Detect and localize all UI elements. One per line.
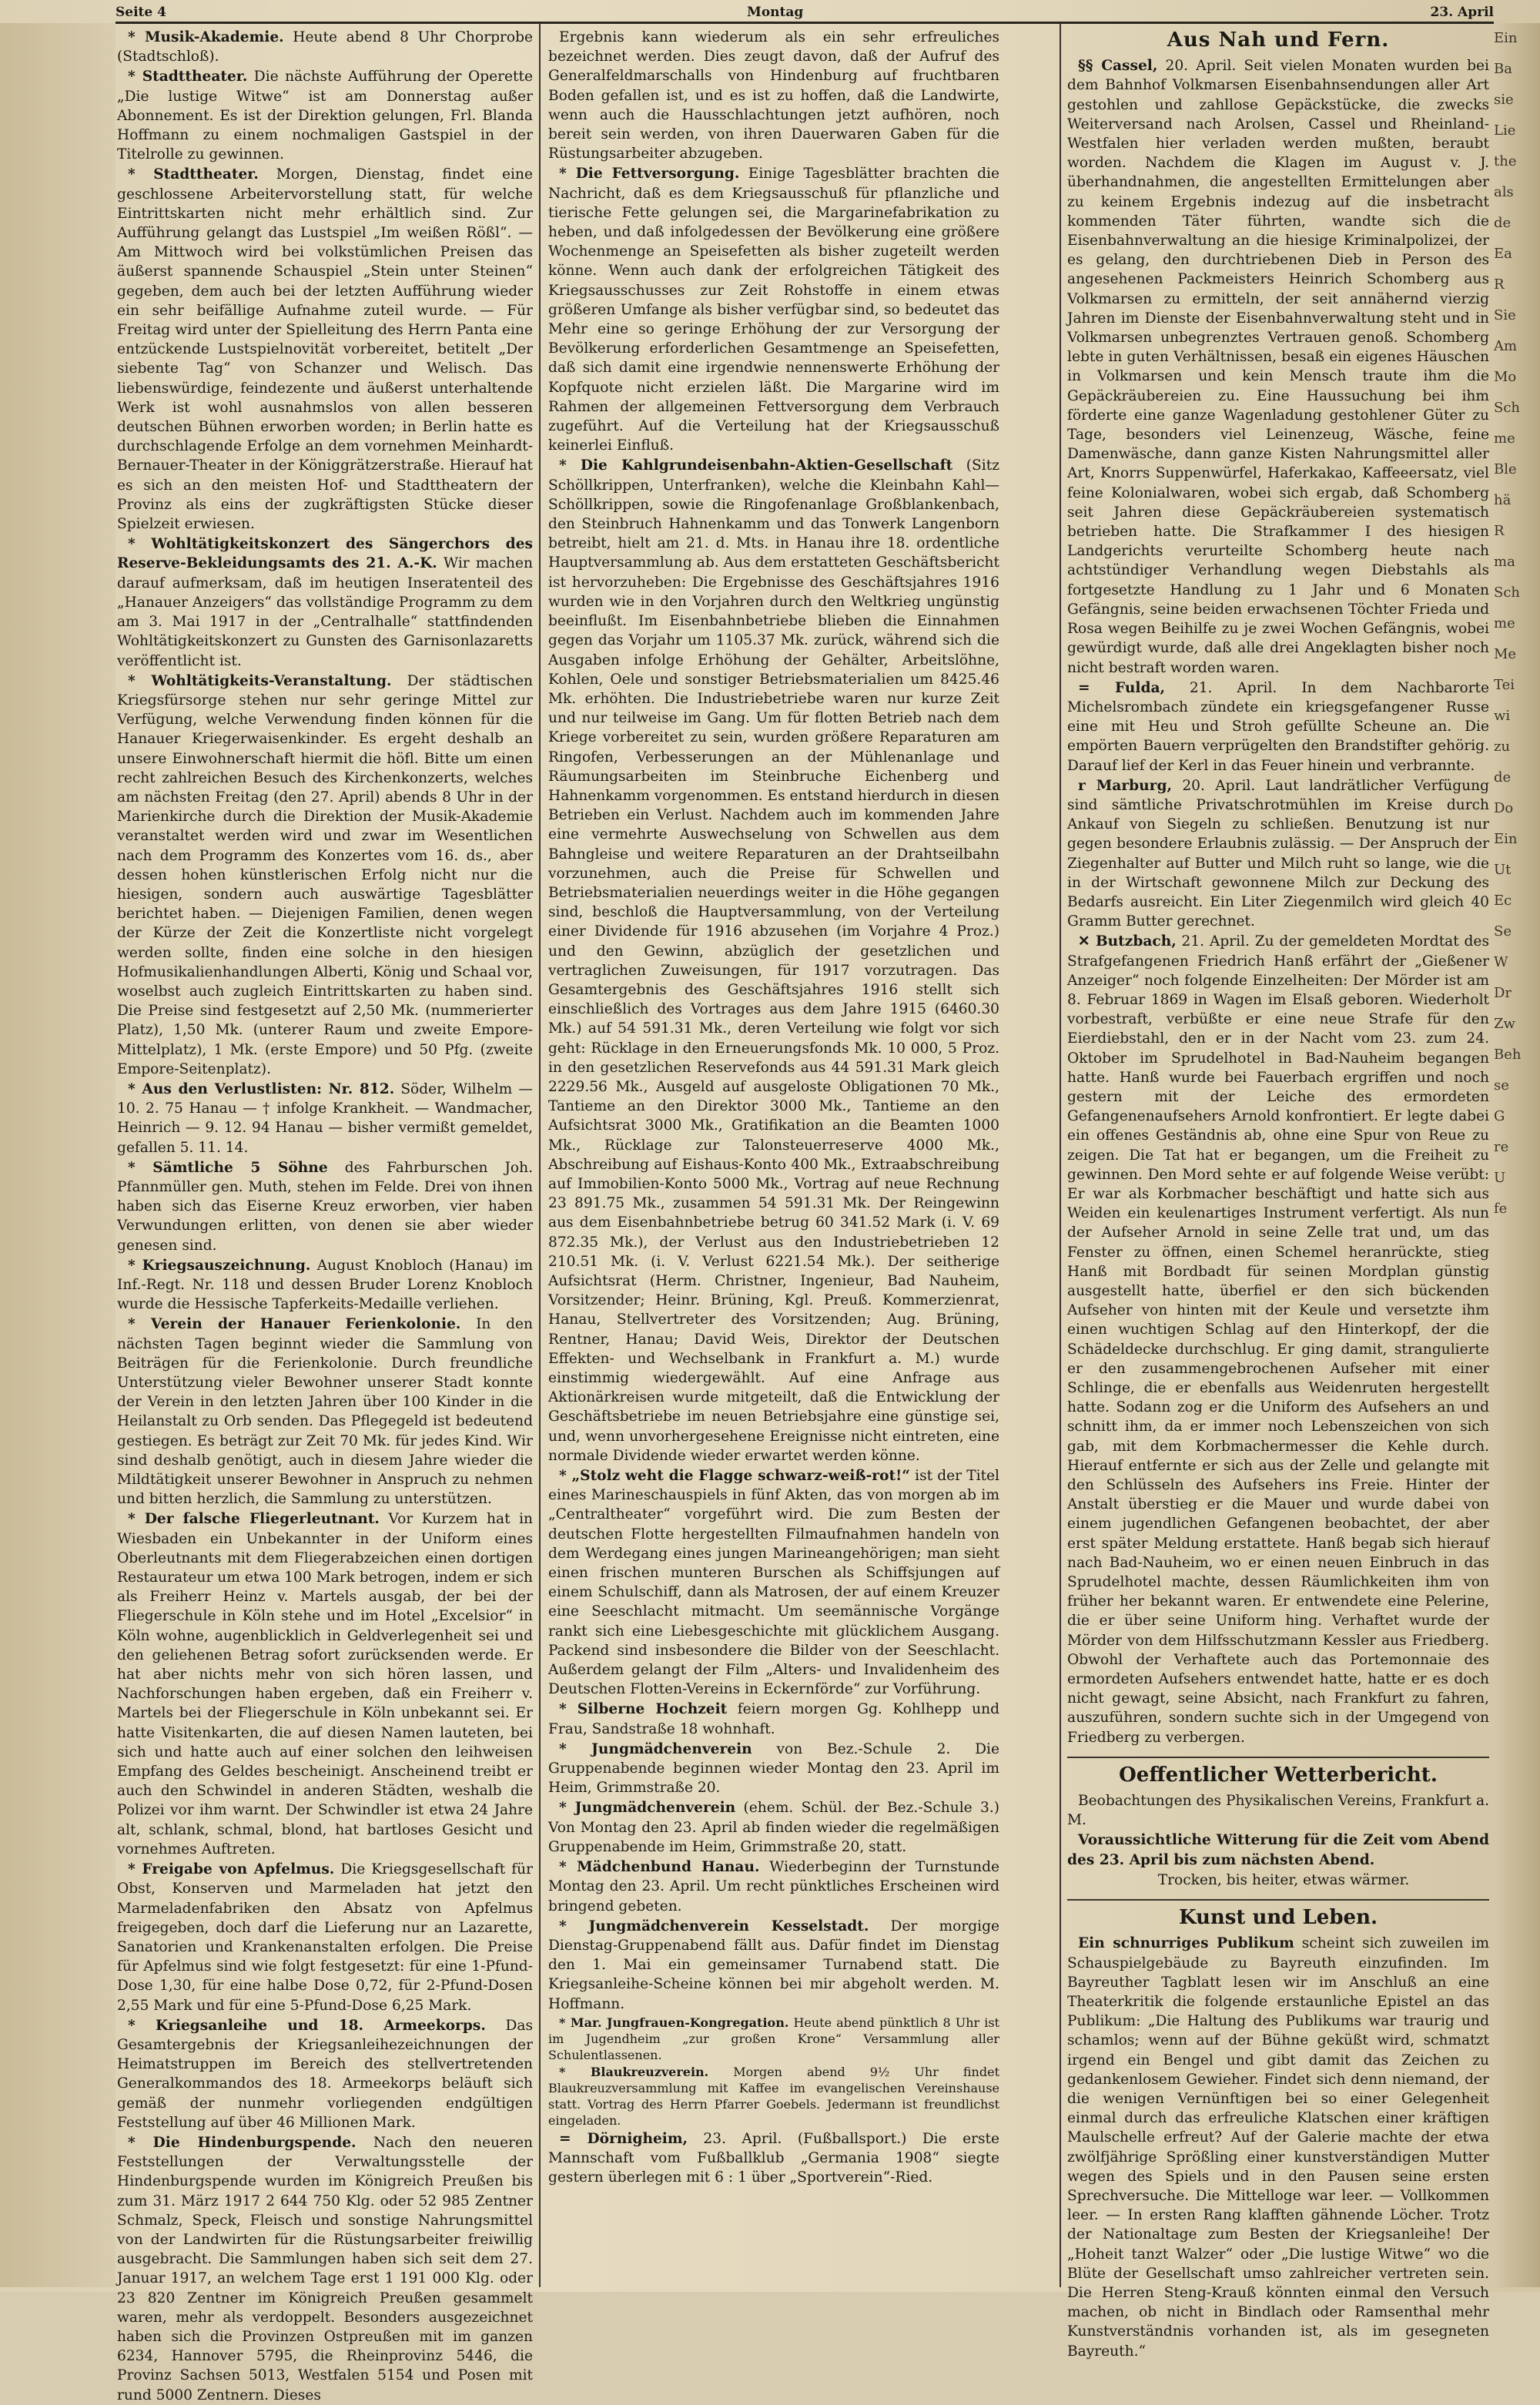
article-paragraph (1067, 1934, 1489, 2360)
article-paragraph (1067, 932, 1489, 1747)
article-paragraph (548, 1857, 999, 1916)
bleed-fragment: me (1494, 615, 1515, 631)
article-heading: * Kriegsauszeichnung. (128, 1257, 311, 1274)
article-paragraph (548, 164, 999, 455)
weather-report (1067, 1791, 1489, 1890)
bleed-fragment: Ba (1494, 61, 1512, 77)
bleed-fragment: Dr (1494, 985, 1512, 1001)
article-paragraph (117, 1256, 533, 1315)
article-body: Söder, Wilhelm — 10. 2. 75 Hanau — † infolge Krankheit. — Wandmacher, Heinrich — 9. 12. 94 Hanau — bisher vermißt gemeldet, gefallen 5. 11. 14. (117, 1080, 534, 1156)
article-heading: * „Stolz weht die Flagge schwarz-weiß-rot!“ (559, 1468, 910, 1485)
issue-weekday: Montag (747, 5, 804, 20)
right-page-bleed (1494, 23, 1540, 2287)
bleed-fragment: Lie (1494, 122, 1516, 139)
bleed-fragment: Am (1494, 338, 1518, 354)
article-body: Der städtischen Kriegsfürsorge stehen nur sehr geringe Mittel zur Verfügung, welche Verwendung finden können für die Hanauer Kriegerwaisenkinder. Es ergeht deshalb an unsere Einwohnerschaft hiermit die höfl. Bitte um einen recht zahlreichen Besuch des Kirchenkonzerts, welches am nächsten Freitag (den 27. April) abends 8 Uhr in der Marienkirche durch die Direktion der Musik-Akademie veranstaltet werden wird und zwar im Wesentlichen nach dem Programm des Konzertes vom 16. ds., aber dessen hohen künstlerischen Erfolg nicht nur die hiesigen, sondern auch auswärtige Tagesblätter berichtet haben. — Diejenigen Familien, denen wegen der Kürze der Zeit die Konzertliste nicht vorgelegt werden sollte, finden eine solche in den hiesigen Hofmusikalienhandlungen Alberti, König und Schaal vor, woselbst auch zugleich Eintrittskarten zu haben sind. Die Preise sind festgesetzt auf 2,50 Mk. (nummerierter Platz), 1,50 Mk. (unterer Raum und zweite Empore-Mittelplatz), 1 Mk. (erste Empore) und 50 Pfg. (zweite Empore-Seitenplatz). (117, 672, 534, 1077)
article-heading: * Die Kahlgrundeisenbahn-Aktien-Gesellschaft (559, 457, 953, 474)
bleed-fragment: R (1494, 276, 1505, 293)
article-heading: * Sämtliche 5 Söhne (128, 1159, 328, 1176)
article-body: Morgen, Dienstag, findet eine geschlossene Arbeitervorstellung statt, für welche Eintrittskarten nicht mehr erhältlich sind. Zur Aufführung gelangt das Lustspiel „Im weißen Rößl“. — Am Mittwoch wird bei volkstümlichen Preisen das äußerst spannende Schauspiel „Stein unter Steinen“ gegeben, dem auch bei der letzten Aufführung wieder ein sehr beifällige Aufnahme zuteil wurde. — Für Freitag wird unter der Spielleitung des Herrn Panta eine entzückende Lustspielnovität vorbereitet, betitelt „Der siebente Tag“ von Schanzer und Welisch. Das liebenswürdige, feindezente und äußerst unterhaltende Werk ist wohl ausnahmslos von allen besseren deutschen Bühnen erworben worden; in Berlin hatte es durchschlagende Erfolge an dem vornehmen Meinhardt-Bernauer-Theater in der Königgrätzerstraße. Hierauf hat es sich an den meisten Hof- und Stadttheatern der Provinz als eins der zugkräftigsten Stücke dieser Spielzeit erwiesen. (117, 166, 533, 533)
article-heading: * Kriegsanleihe und 18. Armeekorps. (128, 2017, 486, 2034)
article-paragraph (548, 456, 999, 1465)
section-title-kunst: Kunst und Leben. (1067, 1899, 1489, 1928)
article-body: 21. April. Zu der gemeldeten Mordtat des Strafgefangenen Friedrich Hanß erfährt der „Gießener Anzeiger“ noch folgende Einzelheiten: Der Mörder ist am 8. Februar 1869 in Wagen im Elsaß geboren. Wiederholt vorbestraft, verbüßte er eine neue Strafe für den Eierdiebstahl, den er in der Nacht vom 23. zum 24. Oktober im Sprudelhotel in Bad-Nauheim begangen hatte. Hanß wurde bei Fauerbach ergriffen und noch gestern mit der Leiche des ermordeten Gefangenenaufsehers Arnold konfrontiert. Er legte dabei ein offenes Geständnis ab, ohne eine Spur von Reue zu zeigen. Die Tat hat er begangen, um die Freiheit zu gewinnen. Den Mord sehte er auf folgende Weise verübt: Er war als Korbmacher beschäftigt und hatte sich aus Weiden ein keulenartiges Instrument verfertigt. Als nun der Aufseher Arnold in seine Zelle trat und, um das Fenster zu öffnen, einen Schemel heranrückte, stieg Hanß mit Bordbadt für seinen Mordplan günstig ausgestellt hatte, überfiel er den sich bückenden Aufseher von hinten mit der Keule und versetzte ihm einen wuchtigen Schlag auf den Hinterkopf, der die Schädeldecke durchschlug. Er ging damit, strangulierte er den zusammengebrochenen Aufseher mit einer Schlinge, die er ebenfalls aus Weidenruten hergestellt hatte. Sodann zog er die Uniform des Aufsehers an und schnitt ihm, da er immer noch Lebenszeichen von sich gab, mit dem Korbmachermesser die Kehle durch. Hierauf entfernte er sich aus der Zelle und gelangte mit den Schlüsseln des Aufsehers ins Freie. Hinter der Anstalt überstieg er die Mauer und wurde dabei von einem jugendlichen Gefangenen beobachtet, der aber erst später Meldung erstattete. Hanß begab sich hierauf nach Bad-Nauheim, wo er einen neuen Einbruch in das Sprudelhotel machte, dessen Räumlichkeiten ihm von früher her bekannt waren. Er entwendete eine Pelerine, die er über seine Uniform hing. Verhaftet wurde der Mörder von dem Hilfsschutzmann Kessler aus Friedberg. Obwohl der Verhaftete auch das Portemonnaie des ermordeten Aufsehers entwendet hatte, hatte er es doch nicht gewagt, seine Absicht, nach Frankfurt zu fahren, auszuführen, sondern suchte sich in der Umgegend von Friedberg zu verbergen. (1067, 933, 1489, 1746)
bleed-fragment: Ein (1494, 831, 1518, 847)
article-body: Die Kriegsgesellschaft für Obst, Konserven und Marmeladen hat jetzt den Marmeladenfabriken den Absatz von Apfelmus freigegeben, doch darf die Lieferung nur an Lazarette, Sanatorien und Krankenanstalten erfolgen. Die Preise für Apfelmus sind wie folgt festgesetzt: für eine 1-Pfund-Dose 1,30, für eine halbe Dose 0,72, für 2-Pfund-Dosen 2,55 Mark und für eine 5-Pfund-Dose 6,25 Mark. (117, 1861, 533, 2014)
article-paragraph (548, 2064, 999, 2129)
bleed-fragment: Se (1494, 923, 1512, 940)
bleed-fragment: W (1494, 954, 1508, 970)
article-heading: * Mar. Jungfrauen-Kongregation. (559, 2015, 789, 2030)
article-body: Nach den neueren Feststellungen der Verwaltungsstelle der Hindenburgspende wurden im Königreich Preußen bis zum 31. März 1917 2 644 750 Klg. oder 52 985 Zentner Schmalz, Speck, Fleisch und sonstige Nahrungsmittel von der Landwirten für die Rüstungsarbeiter freiwillig ausgebracht. Die Sammlungen haben sich seit dem 27. Januar 1917, an welchem Tage erst 1 191 000 Klg. oder 23 820 Zentner im Königreich Preußen gesammelt waren, mehr als verdoppelt. Besonders ausgezeichnet haben sich die Provinzen Ostpreußen mit im ganzen 6234, Hannover 5795, die Rheinprovinz 5446, die Provinz Sachsen 5013, Westfalen 5154 und Posen mit rund 5000 Zentnern. Dieses (117, 2134, 533, 2403)
article-heading: * Wohltätigkeits-Veranstaltung. (128, 672, 392, 689)
column-divider-2 (1060, 23, 1061, 2287)
article-paragraph (548, 1466, 999, 1699)
bleed-fragment: Ec (1494, 893, 1512, 909)
article-body: Morgen abend 9½ Uhr findet Blaukreuzversammlung mit Kaffee im evangelischen Vereinshause statt. Vortrag des Herrn Pfarrer Goebels. Jedermann ist freundlichst eingeladen. (548, 2064, 999, 2128)
bleed-fragment: sie (1494, 92, 1514, 108)
article-heading: ✕ Butzbach, (1078, 933, 1177, 950)
article-heading: * Mädchenbund Hanau. (559, 1859, 760, 1876)
article-body: August Knobloch (Hanau) im Inf.-Regt. Nr. 118 und dessen Bruder Lorenz Knobloch wurde die Hessische Tapferkeits-Medaille verliehen. (117, 1257, 533, 1313)
column-local-news (117, 28, 534, 2403)
bleed-fragment: Ein (1494, 30, 1518, 46)
article-paragraph (1067, 678, 1489, 775)
article-paragraph (117, 1315, 533, 1509)
bleed-fragment: the (1494, 153, 1517, 169)
article-body: Die nächste Aufführung der Operette „Die lustige Witwe“ ist am Donnerstag außer Abonnement. Es ist der Direktion gelungen, Frl. Blanda Hoffmann zu einem nochmaligen Gastspiel in der Titelrolle zu gewinnen. (117, 69, 533, 163)
bleed-fragment: G (1494, 1108, 1505, 1124)
column-regional (1067, 28, 1489, 2360)
weather-line: Voraussichtliche Witterung für die Zeit vom Abend des 23. April bis zum nächsten Abend. (1067, 1832, 1489, 1868)
bleed-fragment: Zw (1494, 1016, 1515, 1032)
article-heading: r Marburg, (1078, 777, 1172, 794)
article-paragraph (117, 672, 533, 1079)
bleed-fragment: R (1494, 523, 1505, 539)
bleed-fragment: Do (1494, 800, 1514, 816)
article-body: ist der Titel eines Marineschauspiels in fünf Akten, das von morgen ab im „Centraltheater“ vorgeführt wird. Die zum Besten der deutschen Flotte hergestellten Filmaufnahmen handeln von dem Werdegang eines jungen Marineangehörigen; man sieht einen frischen munteren Burschen als Schiffsjungen auf einem Schulschiff, dann als Matrosen, der auf einem Kreuzer eine Seeschlacht mitmacht. Um seemännische Vorgänge rankt sich eine Liebesgeschichte mit glücklichem Ausgang. Packend sind insbesondere die Bilder von der Seeschlacht. Außerdem gelangt der Film „Alters- und Invalidenheim des Deutschen Flotten-Vereins in Eckernförde“ zur Vorführung. (548, 1468, 999, 1698)
bleed-fragment: me (1494, 430, 1515, 447)
art-news-list (1067, 1934, 1489, 2360)
article-paragraph (1067, 776, 1489, 932)
article-heading: * Blaukreuzverein. (559, 2064, 709, 2079)
article-body: Wiederbeginn der Turnstunde Montag den 23. April. Um recht pünktliches Erscheinen wird bringend gebeten. (548, 1859, 1000, 1914)
bleed-fragment: Ea (1494, 246, 1512, 262)
article-body: Heute abend pünktlich 8 Uhr ist im Jugendheim „zur großen Krone“ Versammlung aller Schulentlassenen. (548, 2015, 999, 2062)
article-paragraph (117, 28, 533, 66)
article-heading: * Jungmädchenverein (559, 1800, 736, 1817)
article-body: scheint sich zuweilen im Schauspielgebäude zu Bayreuth einzufinden. Im Bayreuther Tagblatt lesen wir im Anschluß an eine Theaterkritik die folgende erstaunliche Epistel an das Publikum: „Die Haltung des Publikums war traurig und schamlos; wenn auf der Bühne geküßt wird, schmatzt irgend ein Bengel und gibt damit das Zeichen zu gedankenlosem Gewieher. Findet sich denn niemand, der die wenigen Vernünftigen bei so einer Gelegenheit einmal durch das erfreuliche Klatschen einer kräftigen Maulschelle erfreut? Auf der Galerie machte der etwa zwölfjährige Sprößling einer kunstverständigen Mutter wegen des Spiels und in den Pausen seine ersten Sprechversuche. Die Mittelloge war leer. — Vollkommen leer. — In ersten Rang klafften gähnende Löcher. Trotz der Nationaltage zum Besten der Kriegsanleihe! Der „Hoheit tanzt Walzer“ oder „Die lustige Witwe“ wo die Blüte der Gesellschaft umso zahlreicher vertreten sein. Die Herren Steng-Krauß könnten einmal den Versuch machen, ob nicht in Bindlach oder Ramsenthal mehr Kunstverständnis vorhanden ist, als im gesegneten Bayreuth.“ (1067, 1935, 1489, 2360)
weather-line: Beobachtungen des Physikalischen Vereins, Frankfurt a. M. (1067, 1793, 1489, 1829)
article-paragraph (117, 67, 533, 164)
article-body: (Sitz Schöllkrippen, Unterfranken), welche die Kleinbahn Kahl—Schöllkrippen, sowie die Ringofenanlage Großblankenbach, den Steinbruch Hahnenkamm und das Tonwerk Langenborn betreibt, hielt am 21. d. Mts. in Hanau ihre 18. ordentliche Hauptversammlung ab. Aus dem erstatteten Geschäftsbericht ist hervorzuheben: Die Ergebnisse des Geschäftsjahres 1916 wurden wie in den Vorjahren durch den Weltkrieg ungünstig beeinflußt. Im Eisenbahnbetriebe blieben die Einnahmen gegen das Vorjahr um 1105.37 Mk. zurück, während sich die Ausgaben infolge Erhöhung der Gehälter, Arbeitslöhne, Kohlen, Oele und sonstiger Betriebsmaterialien um 8425.46 Mk. erhöhten. Die Industriebetriebe waren nur kurze Zeit und nur teilweise im Gang. Um für flotten Betrieb nach dem Kriege vorbereitet zu sein, wurden größere Reparaturen am Ringofen, Verbesserungen an der Mühlenanlage und Räumungsarbeiten im Steinbruche Eichenberg und Hahnenkamm vorgenommen. Es entstand hierdurch in diesen Betrieben ein Verlust. Nachdem auch im kommenden Jahre eine vermehrte Auswechselung von Schwellen aus dem Bahngleise und weitere Reparaturen an der Drahtseilbahn vorzunehmen, auch die Preise für Schwellen und Betriebsmaterialien neuerdings weiter in die Höhe gegangen sind, beschloß die Hauptversammlung, von der Verteilung einer Dividende für 1916 abzusehen (im Vorjahre 4 Proz.) und den Gewinn, abzüglich der gesetzlichen und vertraglichen Zuweisungen, für 1917 vorzutragen. Das Gesamtergebnis des Geschäftsjahres 1916 stellt sich einschließlich des Vortrages aus dem Jahre 1915 (6460.30 Mk.) auf 54 591.31 Mk., deren Verteilung wie folgt vor sich geht: Rücklage in den Erneuerungsfonds Mk. 10 000, 5 Proz. in den gesetzlichen Reservefonds aus 44 591.31 Mark gleich 2229.56 Mk., Ausgeld auf ausgeloste Obligationen 70 Mk., Tantieme an den Direktor 3000 Mk., Tantieme an den Aufsichtsrat 3000 Mk., Gratifikation an die Beamten 1000 Mk., Rücklage zur Talonsteuerreserve 4000 Mk., Abschreibung auf Eishaus-Konto 400 Mk., Extraabschreibung auf Immobilien-Konto 5000 Mk., Vortrag auf neue Rechnung 23 891.75 Mk., zusammen 54 591.31 Mk. Der Reingewinn aus dem Eisenbahnbetriebe betrug 60 341.52 Mark (i. V. 69 872.35 Mk.), der Verlust aus den Industriebetrieben 12 210.51 Mk. (i. V. Verlust 6221.54 Mk.). Der seitherige Aufsichtsrat (Herm. Christner, Ingenieur, Bad Nauheim, Vorsitzender; Heinr. Brüning, Kgl. Preuß. Kommerzienrat, Hanau, Stellvertreter des Vorsitzenden; Aug. Brüning, Rentner, Hanau; David Weis, Direktor der Deutschen Effekten- und Wechselbank in Frankfurt a. M.) wurde einstimmig wiedergewählt. Auf eine Anfrage aus Aktionärkreisen wurde mitgeteilt, daß die Entwicklung der Geschäftsbetriebe im neuen Betriebsjahre eine günstige sei, und, wenn unvorhergesehene Ereignisse nicht eintreten, eine normale Dividende wieder erwartet werden könne. (548, 457, 999, 1464)
article-body: Der morgige Dienstag-Gruppenabend fällt aus. Dafür findet im Dienstag den 1. Mai ein gemeinsamer Turnabend statt. Die Kriegsanleihe-Scheine können bei mir abgeholt werden. M. Hoffmann. (548, 1918, 999, 2012)
bleed-fragment: Sch (1494, 585, 1521, 601)
article-paragraph (548, 1798, 999, 1857)
article-heading: * Aus den Verlustlisten: Nr. 812. (128, 1080, 395, 1097)
issue-date: 23. April (1430, 5, 1494, 20)
article-paragraph (548, 2015, 999, 2063)
page-header (116, 5, 1494, 20)
article-heading: * Stadttheater. (128, 166, 259, 183)
page-number: Seite 4 (116, 5, 166, 20)
article-heading: * Wohltätigkeitskonzert des Sängerchors des Reserve-Bekleidungsamts des 21. A.-K. (117, 536, 533, 572)
article-heading: §§ Cassel, (1078, 58, 1158, 75)
article-paragraph (117, 1080, 533, 1157)
section-title-nah-fern: Aus Nah und Fern. (1167, 28, 1390, 52)
article-heading: * Die Fettversorgung. (559, 166, 740, 183)
bleed-fragment: de (1494, 215, 1512, 231)
weather-line: Trocken, bis heiter, etwas wärmer. (1157, 1871, 1410, 1888)
article-heading: * Der falsche Fliegerleutnant. (128, 1511, 380, 1528)
bleed-fragment: Sch (1494, 400, 1521, 416)
bleed-fragment: U (1494, 1170, 1506, 1186)
article-heading: * Jungmädchenverein (559, 1740, 752, 1757)
article-body: Heute abend 8 Uhr Chorprobe (Stadtschloß). (117, 29, 533, 65)
article-paragraph (1067, 56, 1489, 678)
article-paragraph (117, 1158, 533, 1255)
article-paragraph (548, 2129, 999, 2188)
article-paragraph (117, 1509, 533, 1859)
bleed-fragment: fe (1494, 1201, 1508, 1217)
bleed-fragment: de (1494, 769, 1512, 785)
bleed-fragment: ma (1494, 554, 1515, 570)
bleed-fragment: Beh (1494, 1047, 1522, 1063)
article-body: Ergebnis kann wiederum als ein sehr erfreuliches bezeichnet werden. Dies zeugt davon, daß der Aufruf des Generalfeldmarschalls von Hindenburg auf fruchtbaren Boden gefallen ist, und es ist zu hoffen, daß die Landwirte, wenn auch die Hausschlachtungen jetzt aufhören, noch bereit sein werden, von ihren Dauerwaren Gaben für die Rüstungsarbeiter abzugeben. (548, 29, 999, 162)
article-body: 20. April. Laut landrätlicher Verfügung sind sämtliche Privatschrotmühlen im Kreise durch Ankauf von Siegeln zu schließen. Benutzung ist nur gegen besondere Erlaubnis zulässig. — Der Anspruch der Ziegenhalter auf Butter und Milch ruht so lange, wie die in der Wirtschaft gewonnene Milch zur Deckung des Bedarfs ausreicht. Ein Liter Ziegenmilch wird gleich 40 Gramm Butter gerechnet. (1067, 777, 1489, 930)
bleed-fragment: Me (1494, 646, 1517, 662)
article-paragraph (117, 2133, 533, 2405)
article-heading: * Silberne Hochzeit (559, 1701, 728, 1718)
bleed-fragment: wi (1494, 708, 1511, 724)
article-body: feiern morgen Gg. Kohlhepp und Frau, Sandstraße 18 wohnhaft. (548, 1701, 999, 1737)
article-heading: * Verein der Hanauer Ferienkolonie. (128, 1316, 461, 1333)
article-heading: * Die Hindenburgspende. (128, 2134, 357, 2151)
article-heading: = Dörnigheim, (559, 2130, 688, 2147)
bleed-fragment: re (1494, 1139, 1509, 1155)
bleed-fragment: Mo (1494, 369, 1517, 385)
article-body: von Bez.-Schule 2. Die Gruppenabende beginnen wieder Montag den 23. April im Heim, Grimmstraße 20. (548, 1740, 999, 1797)
article-paragraph (548, 1700, 999, 1738)
bleed-fragment: se (1494, 1077, 1509, 1094)
article-body: In den nächsten Tagen beginnt wieder die Sammlung von Beiträgen für die Ferienkolonie. Durch freundliche Unterstützung vieler Bewohner unserer Stadt konnte der Verein in den letzten Jahren über 100 Kinder in die Heilanstalt zu Orb senden. Das Pflegegeld ist bedeutend gestiegen. Es beträgt zur Zeit 70 Mk. für jedes Kind. Wir sind deshalb genötigt, auch in diesem Jahre wieder die Mildtätigkeit unserer Bewohner in Anspruch zu nehmen und bitten herzlich, die Sammlung zu unterstützen. (117, 1316, 533, 1508)
article-heading: * Jungmädchenverein Kesselstadt. (559, 1918, 869, 1934)
article-body: Vor Kurzem hat in Wiesbaden ein Unbekannter in der Uniform eines Oberleutnants mit dem Fliegerabzeichen einen dortigen Restaurateur um etwa 100 Mark betrogen, indem er sich als Freiherr Heinz v. Martels ausgab, der bei der Fliegerschule in Köln stehe und im Hotel „Excelsior“ in Köln wohne, augenblicklich in Geldverlegenheit sei und den geliehenen Betrag sofort zurücksenden werde. Er hat aber nichts mehr von sich hören lassen, und Nachforschungen haben ergeben, daß ein Freiherr v. Martels bei der Fliegerschule in Köln unbekannt sei. Er hatte Visitenkarten, die auf diesen Namen lauteten, bei sich und hatte auch auf einer solchen den leihweisen Empfang des Geldes bescheinigt. Anscheinend treibt er auch den Schwindel in anderen Städten, weshalb die Polizei vor ihm warnt. Der Schwindler ist etwa 24 Jahre alt, schlank, schmal, blond, hat bartloses Gesicht und vornehmes Auftreten. (117, 1511, 534, 1857)
article-body: Das Gesamtergebnis der Kriegsanleihezeichnungen der Heimatstruppen im Bereich des stellvertretenden Generalkommandos des 18. Armeekorps beläuft sich gemäß der nunmehr vorliegenden endgültigen Feststellung auf über 46 Millionen Mark. (117, 2017, 533, 2131)
article-paragraph (117, 165, 533, 534)
bleed-fragment: Sie (1494, 307, 1516, 323)
article-body: 21. April. In dem Nachbarorte Michelsrombach zündete ein kriegsgefangener Russe eine mit Heu und Stroh gefüllte Scheune an. Die empörten Bauern verprügelten den Brandstifter gehörig. Darauf lief der Kerl in das Feuer hinein und verbrannte. (1067, 679, 1489, 774)
article-heading: * Freigabe von Apfelmus. (128, 1861, 335, 1878)
article-paragraph (117, 2016, 533, 2132)
bleed-fragment: Ut (1494, 862, 1512, 878)
article-body: 23. April. (Fußballsport.) Die erste Mannschaft vom Fußballklub „Germania 1908“ siegte gestern überlegen mit 6 : 1 über „Sportverein“-Ried. (548, 2130, 999, 2186)
article-heading: * Stadttheater. (128, 69, 248, 85)
bleed-fragment: hä (1494, 492, 1512, 508)
article-body: (ehem. Schül. der Bez.-Schule 3.) Von Montag den 23. April ab finden wieder die regelmäßigen Gruppenabende im Heim, Grimmstraße 20, statt. (548, 1800, 999, 1855)
article-paragraph (117, 1860, 533, 2015)
article-paragraph (117, 534, 533, 670)
bleed-fragment: Ble (1494, 461, 1517, 477)
bleed-fragment: als (1494, 184, 1514, 200)
article-heading: = Fulda, (1078, 679, 1165, 696)
article-heading: * Musik-Akademie. (128, 29, 284, 45)
regional-news-list (1067, 56, 1489, 1747)
bleed-fragment: Tei (1494, 677, 1515, 693)
left-page-margin (0, 23, 116, 2287)
article-body: Wir machen darauf aufmerksam, daß im heutigen Inseratenteil des „Hanauer Anzeigers“ das vollständige Programm zu dem am 3. Mai 1917 in der „Centralhalle“ stattfindenden Wohltätigkeitskonzert zu Gunsten des Garnisonlazaretts veröffentlicht ist. (117, 555, 534, 669)
article-body: 20. April. Seit vielen Monaten wurden bei dem Bahnhof Volkmarsen Eisenbahnsendungen aller Art gestohlen und zahllose Gepäckstücke, die zwecks Weiterversand nach Arolsen, Cassel und Rheinland-Westfalen hier verladen werden mußten, beraubt worden. Nachdem die Klagen im August v. J. überhandnahmen, die angestellten Ermittelungen aber zu keinem Ergebnis indezug auf die insbetracht kommenden Täter führten, wandte sich die Eisenbahnverwaltung an die hiesige Kriminalpolizei, der es gelang, den durchtriebenen Dieb in Person des angesehenen Packmeisters Heinrich Schomberg aus Volkmarsen zu ermitteln, der seit annähernd vierzig Jahren im Dienste der Eisenbahnverwaltung steht und in Volkmarsen unbegrenztes Vertrauen genoß. Schomberg lebte in guten Verhältnissen, besaß ein eigenes Häuschen in Volkmarsen und kein Mensch traute ihm die Gepäckräubereien zu. Eine Haussuchung bei ihm förderte eine ganze Wagenladung gestohlener Güter zu Tage, besonders viel Leinenzeug, Wäsche, feine Damenwäsche, dann ganze Kisten Nahrungsmittel aller Art, Knorrs Suppenwürfel, Haferkakao, Kaffeeersatz, viel feine Kolonialwaren, wobei sich ergab, daß Schomberg seit Jahren diese Gepäckräubereien systematisch betrieben hatte. Die Strafkammer I des hiesigen Landgerichts verurteilte Schomberg heute nach achtstündiger Verhandlung wegen Diebstahls als fortgesetzte Handlung zu 1 Jahr und 6 Monaten Gefängnis, seine beiden erwachsenen Töchter Frieda und Rosa wegen Beihilfe zu je zwei Wochen Gefängnis, wobei gewürdigt wurde, daß alle drei Angeklagten bisher noch nicht bestraft worden waren. (1067, 58, 1489, 676)
article-heading: Ein schnurriges Publikum (1078, 1935, 1294, 1952)
article-paragraph (548, 1740, 999, 1798)
column-local-news-continued (548, 28, 999, 2284)
article-paragraph (548, 28, 999, 163)
column-divider-1 (539, 23, 541, 2287)
section-title-weather: Oeffentlicher Wetterbericht. (1067, 1757, 1489, 1785)
article-paragraph (548, 1917, 999, 2014)
article-body: des Fahrburschen Joh. Pfannmüller gen. Muth, stehen im Felde. Drei von ihnen haben sich das Eiserne Kreuz erworben, vier haben Verwundungen erlitten, von denen sie aber wieder genesen sind. (117, 1159, 533, 1254)
article-body: Einige Tagesblätter brachten die Nachricht, daß es dem Kriegsausschuß für pflanzliche und tierische Fette gelungen sei, die Margarinefabrikation zu heben, und daß infolgedessen der Bevölkerung eine größere Wochenmenge an Speisefetten als bisher zugeteilt werden könne. Wenn auch dank der erfolgreichen Tätigkeit des Kriegsausschusses zur Zeit Rohstoffe in einem etwas größeren Umfange als bisher verfügbar sind, so bedeutet das Mehr eine so geringe Erhöhung der zur Versorgung der Bevölkerung erforderlichen Gesamtmenge an Speisefetten, daß sich damit eine irgendwie nennenswerte Erhöhung der Kopfquote nicht erzielen läßt. Die Margarine wird im Rahmen der allgemeinen Fettversorgung dem Verbrauch zugeführt. Auf die Verteilung hat der Kriegsausschuß keinerlei Einfluß. (548, 166, 999, 454)
bleed-fragment: zu (1494, 739, 1511, 755)
header-rule (116, 22, 1494, 24)
